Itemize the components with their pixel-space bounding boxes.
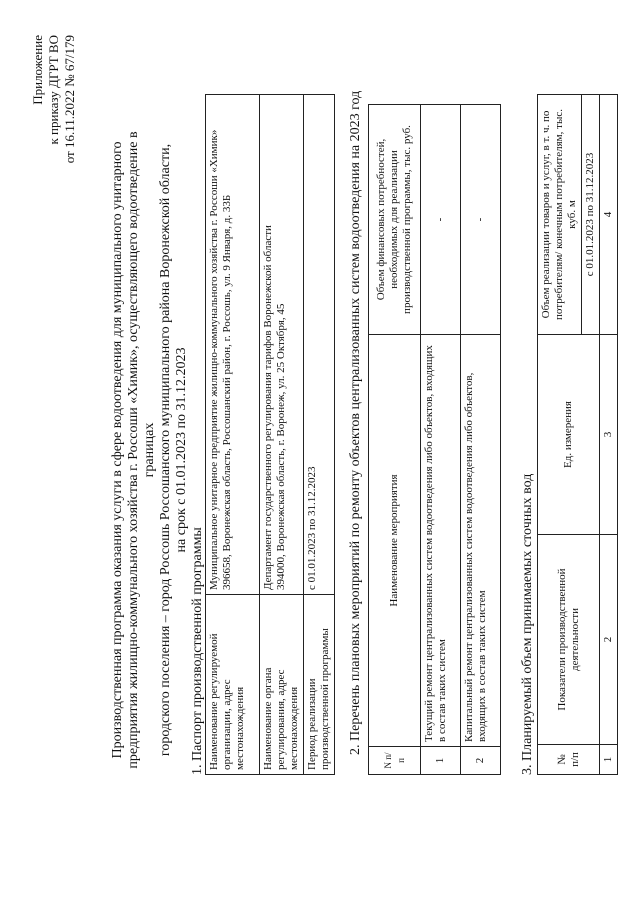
column-header-volume: Объем финансовых потребностей, необходимых для реализации производственной программы, тыс. руб.	[369, 105, 421, 335]
table-header-row	[369, 105, 421, 775]
wastewater-volume-table	[537, 94, 618, 775]
row-number: 1	[421, 747, 461, 775]
appendix-order-ref: к приказу ДГРТ ВО	[46, 35, 61, 145]
passport-value-line: 396658, Воронежская область, Россошанский район, г. Россошь, ул. 9 Января, д. 33Б	[221, 194, 233, 590]
section2-heading: 2. Перечень плановых мероприятий по ремонту объектов централизованных систем водоотведения на 2023 год	[348, 90, 363, 755]
appendix-block	[30, 35, 78, 215]
column-number: 4	[600, 95, 618, 335]
title-line-1: Производственная программа оказания услуги в сфере водоотведения для муниципального унитарного	[110, 141, 125, 759]
column-number: 3	[600, 335, 618, 535]
passport-label: Наименование регулируемой организации, адрес местонахождения	[206, 595, 260, 775]
appendix-label: Приложение	[30, 35, 45, 105]
passport-value	[206, 95, 260, 595]
column-header-num: N п/п	[369, 747, 421, 775]
column-header-volume: Объем реализации товаров и услуг, в т. ч. по потребителям/ конечным потребителям, тыс. куб. м	[538, 95, 582, 335]
column-number: 1	[600, 745, 618, 775]
table-row	[600, 95, 618, 775]
column-number: 2	[600, 535, 618, 745]
passport-value-line: Департамент государственного регулирования тарифов Воронежской области	[262, 225, 274, 590]
measure-volume: -	[461, 105, 501, 335]
passport-label: Период реализации производственной программы	[304, 595, 335, 775]
column-header-indicator: Показатели производственной деятельности	[538, 535, 600, 745]
table-row	[421, 105, 461, 775]
table-row	[260, 95, 304, 775]
passport-value-line: с 01.01.2023 по 31.12.2023	[306, 466, 318, 590]
appendix-order-date: от 16.11.2022 № 67/179	[62, 35, 77, 164]
passport-label: Наименование органа регулирования, адрес местонахождения	[260, 595, 304, 775]
title-line-3: городского поселения – город Россошь Россошанского муниципального района Воронежской области,	[158, 143, 173, 757]
passport-value-line: Муниципальное унитарное предприятие жилищно-коммунального хозяйства г. Россоши «Химик»	[208, 129, 220, 590]
passport-value	[260, 95, 304, 595]
row-number: 2	[461, 747, 501, 775]
column-header-unit: Ед. измерения	[538, 335, 600, 535]
repair-measures-table	[368, 104, 501, 775]
column-header-period: с 01.01.2023 по 31.12.2023	[582, 95, 600, 335]
table-row	[206, 95, 260, 775]
title-line-4: на срок с 01.01.2023 по 31.12.2023	[174, 347, 189, 553]
measure-name: Текущий ремонт централизованных систем водоотведения либо объектов, входящих в состав таких систем	[421, 335, 461, 747]
table-header-row	[538, 95, 582, 775]
passport-table	[205, 94, 335, 775]
section1-heading: 1. Паспорт производственной программы	[190, 527, 205, 775]
table-row	[304, 95, 335, 775]
passport-value	[304, 95, 335, 595]
column-header-num: № п/п	[538, 745, 600, 775]
measure-name: Капитальный ремонт централизованных систем водоотведения либо объектов, входящих в состав таких систем	[461, 335, 501, 747]
column-header-name: Наименование мероприятия	[369, 335, 421, 747]
measure-volume: -	[421, 105, 461, 335]
section3-heading: 3. Планируемый объем принимаемых сточных вод	[520, 473, 535, 775]
document-title	[110, 115, 190, 785]
passport-value-line: 394000, Воронежская область, г. Воронеж, ул. 25 Октября, 45	[275, 303, 287, 590]
title-line-2: предприятия жилищно-коммунального хозяйства г. Россоши «Химик», осуществляющего водоотведение в границах	[126, 131, 157, 769]
table-row	[461, 105, 501, 775]
